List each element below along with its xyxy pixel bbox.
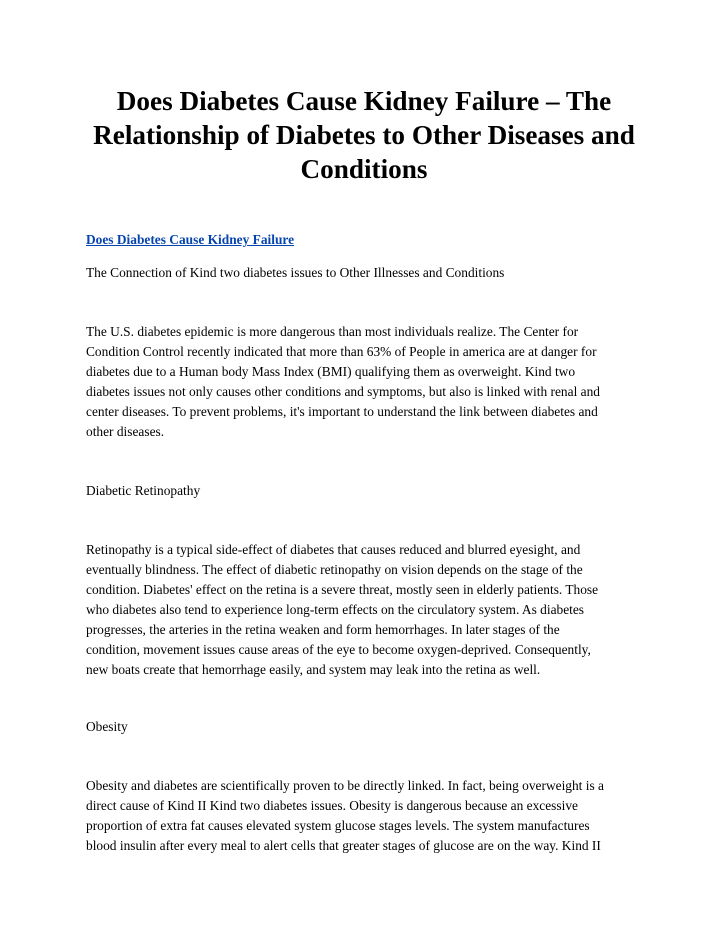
paragraph-line: Retinopathy is a typical side-effect of diabetes that causes reduced and blurred eyesight, and: [86, 542, 581, 557]
heading-diabetic-retinopathy: Diabetic Retinopathy: [86, 483, 201, 498]
document-title: Does Diabetes Cause Kidney Failure – The Relationship of Diabetes to Other Diseases and Conditions: [93, 86, 635, 184]
paragraph-line: other diseases.: [86, 424, 165, 439]
paragraph-line: condition. Diabetes' effect on the retina is a severe threat, mostly seen in elderly patients. Those: [86, 582, 599, 597]
paragraph-line: The U.S. diabetes epidemic is more dangerous than most individuals realize. The Center for: [86, 324, 579, 339]
paragraph-line: eventually blindness. The effect of diabetic retinopathy on vision depends on the stage of the: [86, 562, 583, 577]
document-subtitle: The Connection of Kind two diabetes issues to Other Illnesses and Conditions: [86, 265, 505, 280]
paragraph-line: proportion of extra fat causes elevated system glucose stages levels. The system manufactures: [86, 818, 590, 833]
paragraph-line: direct cause of Kind II Kind two diabetes issues. Obesity is dangerous because an excessive: [86, 798, 578, 813]
paragraph-line: condition, movement issues cause areas of the eye to become oxygen-deprived. Consequently,: [86, 642, 591, 657]
heading-obesity: Obesity: [86, 719, 128, 734]
paragraph-line: Obesity and diabetes are scientifically proven to be directly linked. In fact, being overweight is a: [86, 778, 604, 793]
paragraph-line: who diabetes also tend to experience long-term effects on the circulatory system. As diabetes: [86, 602, 585, 617]
paragraph-line: diabetes due to a Human body Mass Index (BMI) qualifying them as overweight. Kind two: [86, 364, 576, 379]
kidney-failure-link[interactable]: Does Diabetes Cause Kidney Failure: [86, 232, 295, 247]
paragraph-line: diabetes issues not only causes other conditions and symptoms, but also is linked with renal and: [86, 384, 600, 399]
paragraph-line: progresses, the arteries in the retina weaken and form hemorrhages. In later stages of the: [86, 622, 560, 637]
paragraph-line: new boats create that hemorrhage easily, and system may leak into the retina as well.: [86, 662, 541, 677]
paragraph-line: Condition Control recently indicated that more than 63% of People in america are at danger for: [86, 344, 597, 359]
paragraph-line: blood insulin after every meal to alert cells that greater stages of glucose are on the way. Kind II: [86, 838, 601, 853]
paragraph-line: center diseases. To prevent problems, it's important to understand the link between diabetes and: [86, 404, 598, 419]
